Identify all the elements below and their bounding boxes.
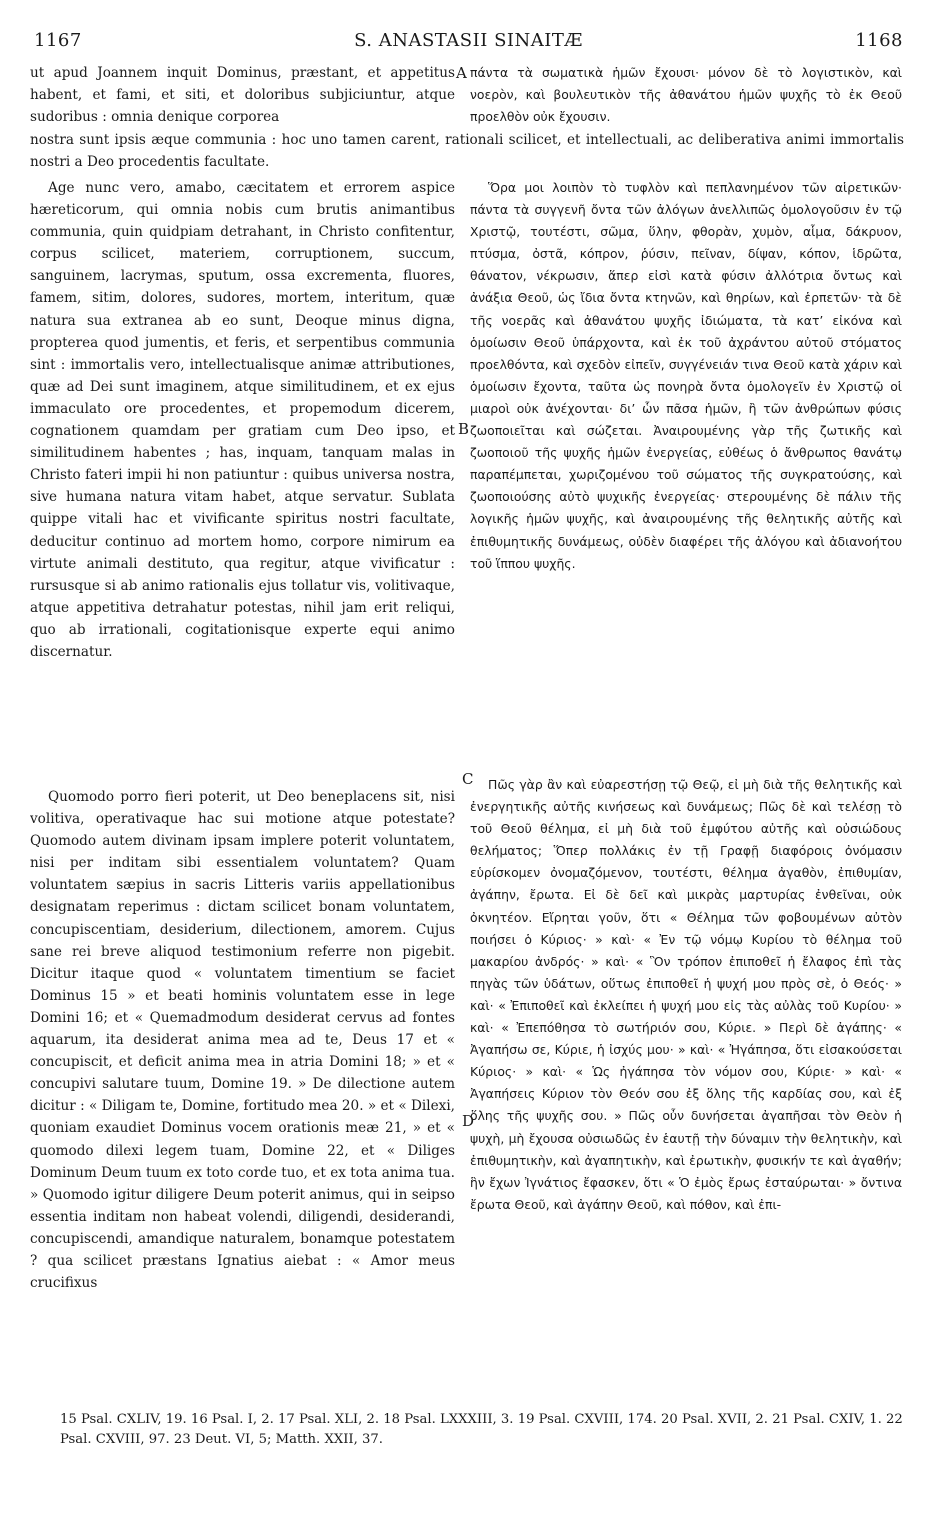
margin-marker-b: B [458,420,470,438]
margin-marker-a: A [456,64,467,82]
footnotes [60,1410,904,1450]
latin-paragraph-1: Age nunc vero, amabo, cæcitatem et errorem aspice hæreticorum, qui omnia nobis cum brutis animantibus communia, quin quidpiam detrahant, in Christo confitentur, corpus scilicet, materiem, corruptionem, succum, sanguinem, lacrymas, sputum, ossa excrementa, fluores, famem, sitim, dolores, sudores, mortem, interitum, quæ natura sua extranea ab eo sunt, Deoque minus digna, propterea quod jumentis, et feris, et serpentibus communia sint : immortalis vero, intellectualisque animæ attributiones, quæ ad Dei sunt imaginem, atque similitudinem, et ex ejus immaculato ore procedentes, et propemodum dicerem, cognationem quamdam per gratiam cum Deo ipso, et similitudinem habentes ; has, inquam, tanquam malas in Christo fateri impii hi non patiuntur : quibus universa nostra, sive humana natura vitam habet, atque servatur. Sublata quippe vitali hac et vivificante spiritus nostri facultate, deducitur continuo ad mortem homo, corpore nimirum ea virtute animali destituto, qua regitur, atque vivificatur : rursusque si ab animo rationalis ejus tollatur vis, volitivaque, atque appetitiva detrahatur potestas, nihil jam erit reliqui, quo ab irrationali, cogitationisque experte equi animo discernatur. [30,180,455,660]
margin-marker-d: D [462,1112,475,1130]
latin-top-text: ut apud Joannem inquit Dominus, præstant, et appetitus habent, et fami, et siti, et doloribus subjiciuntur, atque sudoribus : omnia denique corporea [30,65,455,126]
full-width-text: nostra sunt ipsis æque communia : hoc uno tamen carent, rationali scilicet, et intellectuali, ac deliberativa animi immortalis nostri a Deo procedentis facultate. [30,132,904,170]
latin-paragraph-1-column [30,177,455,781]
page-header [34,30,903,60]
greek-top-column [470,62,902,130]
greek-top-text: πάντα τὰ σωματικὰ ἡμῶν ἔχουσι· μόνον δὲ τὸ λογιστικὸν, καὶ νοερὸν, καὶ βουλευτικὸν τῆς ἀθανάτου ἡμῶν ψυχῆς τὸ ἐκ Θεοῦ προελθὸν οὐκ ἔχουσιν. [470,65,902,125]
page-number-right: 1168 [855,30,903,51]
greek-paragraph-2-column [470,774,902,1398]
full-width-line [30,129,904,173]
latin-top-column [30,62,455,130]
latin-paragraph-2: Quomodo porro fieri poterit, ut Deo beneplacens sit, nisi volitiva, operativaque hac sui motione atque potestate? Quomodo autem divinam ipsam implere poterit voluntatem, nisi per inditam sibi essentialem voluntatem? Quam voluntatem sæpius in sacris Litteris variis appellationibus designatam reperimus : dictam scilicet bonam voluntatem, concupiscentiam, desiderium, dilectionem, amorem. Cujus sane rei breve aliquod testimonium referre non pigebit. Dicitur itaque quod « voluntatem timentium se faciet Dominus 15 » et beati hominis voluntatem esse in lege Domini 16; et « Quemadmodum desiderat cervus ad fontes aquarum, ita desiderat anima mea ad te, Deus 17 et « concupiscit, et deficit anima mea in atria Domini 18; » et « concupivi salutare tuum, Domine 19. » De dilectione autem dicitur : « Diligam te, Domine, fortitudo mea 20. » et « Dilexi, quoniam exaudiet Dominus vocem orationis meæ 21, » et « quomodo dilexi legem tuam, Domine 22, et « Diliges Dominum Deum tuum ex toto corde tuo, et ex tota anima tua. » Quomodo igitur diligere Deum poterit animus, qui in seipso essentia inditam non habeat volendi, diligendi, desiderandi, concupiscendi, amandique naturalem, bonamque potestatem ? qua scilicet præstans Ignatius aiebat : « Amor meus crucifixus [30,789,455,1292]
greek-paragraph-1: Ὅρα μοι λοιπὸν τὸ τυφλὸν καὶ πεπλανημένον τῶν αἱρετικῶν· πάντα τὰ συγγενῆ ὄντα τῶν ἀλόγων ἀνελλιπῶς ὁμολογοῦσιν ἐν τῷ Χριστῷ, τουτέστι, σῶμα, ὕλην, φθορὰν, χυμὸν, αἷμα, δάκρυον, πτύσμα, ὀστᾶ, κόπρον, ῥύσιν, πεῖναν, δίψαν, κόπον, ἱδρῶτα, θάνατον, νέκρωσιν, ἅπερ εἰσὶ κατὰ φύσιν ἀλλότρια ὄντως καὶ ἀνάξια Θεοῦ, ὡς ἴδια ὄντα κτηνῶν, καὶ θηρίων, καὶ ἑρπετῶν· τὰ δὲ τῆς νοερᾶς καὶ ἀθανάτου ψυχῆς ἰδιώματα, τὰ κατ’ εἰκόνα καὶ ὁμοίωσιν Θεοῦ ὑπάρχοντα, καὶ ἐκ τοῦ ἀχράντου αὐτοῦ στόματος προελθόντα, καὶ σχεδὸν εἰπεῖν, συγγένειάν τινα Θεοῦ κατὰ χάριν καὶ ὁμοίωσιν ἔχοντα, ταῦτα ὡς πονηρὰ ὄντα ὁμολογεῖν ἐν Χριστῷ οἱ μιαροὶ οὐκ ἀνέχονται· δι’ ὧν πᾶσα ἡμῶν, ἢ τῶν ἀνθρώπων φύσις ζωοποιεῖται καὶ σώζεται. Ἀναιρουμένης γὰρ τῆς ζωτικῆς καὶ ζωοποιοῦ τῆς ψυχῆς ἡμῶν ἐνεργείας, εὐθέως ὁ ἄνθρωπος θανάτῳ παραπέμπεται, χωριζομένου τοῦ σώματος τῆς συγκρατούσης, καὶ ζωοποιούσης αὐτὸ ψυχικῆς ἐνεργείας· στερουμένης δὲ πάλιν τῆς λογικῆς ἡμῶν ψυχῆς, καὶ ἀναιρουμένης τῆς θελητικῆς αὐτῆς καὶ ἐπιθυμητικῆς δυνάμεως, οὐδὲν διαφέρει τῆς ἀλόγου καὶ ἀδιανοήτου τοῦ ἵππου ψυχῆς. [470,180,902,571]
latin-paragraph-2-column [30,786,455,1398]
greek-paragraph-1-column [470,177,902,733]
running-title: S. ANASTASII SINAITÆ [354,30,583,51]
page-number-left: 1167 [34,30,82,51]
footnotes-text: 15 Psal. CXLIV, 19. 16 Psal. I, 2. 17 Psal. XLI, 2. 18 Psal. LXXXIII, 3. 19 Psal. CXVIII, 174. 20 Psal. XVII, 2. 21 Psal. CXIV, 1. 22 Psal. CXVIII, 97. 23 Deut. VI, 5; Matth. XXII, 37. [60,1412,903,1447]
margin-marker-c: C [462,770,474,788]
greek-paragraph-2: Πῶς γὰρ ἂν καὶ εὐαρεστήσῃ τῷ Θεῷ, εἰ μὴ διὰ τῆς θελητικῆς καὶ ἐνεργητικῆς αὐτῆς κινήσεως καὶ δυνάμεως; Πῶς δὲ καὶ τελέσῃ τὸ τοῦ Θεοῦ θέλημα, εἰ μὴ διὰ τοῦ ἐμφύτου αὐτῆς καὶ οὐσιώδους θελήματος; Ὅπερ πολλάκις ἐν τῇ Γραφῇ διαφόροις ὀνόμασιν εὑρίσκομεν ὀνομαζόμενον, τουτέστι, θέλημα ἀγαθὸν, ἐπιθυμίαν, ἀγάπην, ἔρωτα. Εἰ δὲ δεῖ καὶ μικρὰς μαρτυρίας ἐνθεῖναι, οὐκ ὀκνητέον. Εἴρηται γοῦν, ὅτι « Θέλημα τῶν φοβουμένων αὐτὸν ποιήσει ὁ Κύριος· » καὶ· « Ἐν τῷ νόμῳ Κυρίου τὸ θέλημα τοῦ μακαρίου ἀνδρός· » καὶ· « Ὃν τρόπον ἐπιποθεῖ ἡ ἔλαφος ἐπὶ τὰς πηγὰς τῶν ὑδάτων, οὕτως ἐπιποθεῖ ἡ ψυχή μου πρὸς σὲ, ὁ Θεός· » καὶ· « Ἐπιποθεῖ καὶ ἐκλείπει ἡ ψυχή μου εἰς τὰς αὐλὰς τοῦ Κυρίου· » καὶ· « Ἐπεπόθησα τὸ σωτήριόν σου, Κύριε. » Περὶ δὲ ἀγάπης· « Ἀγαπήσω σε, Κύριε, ἡ ἰσχύς μου· » καὶ· « Ἠγάπησα, ὅτι εἰσακούσεται Κύριος· » καὶ· « Ὡς ἠγάπησα τὸν νόμον σου, Κύριε· » καὶ· « Ἀγαπήσεις Κύριον τὸν Θεόν σου ἐξ ὅλης τῆς καρδίας σου, καὶ ἐξ ὅλης τῆς ψυχῆς σου. » Πῶς οὖν δυνήσεται ἀγαπῆσαι τὸν Θεὸν ἡ ψυχὴ, μὴ ἔχουσα οὐσιωδῶς ἐν ἑαυτῇ τὴν δύναμιν τὴν θελητικὴν, καὶ ἐπιθυμητικὴν, καὶ ἀγαπητικὴν, καὶ ἐρωτικὴν, φυσικήν τε καὶ ἀγαθήν; ἣν ἔχων Ἰγνάτιος ἔφασκεν, ὅτι « Ὁ ἐμὸς ἔρως ἐσταύρωται· » ὄντινα ἔρωτα Θεοῦ, καὶ ἀγάπην Θεοῦ, καὶ πόθον, καὶ ἐπι- [470,777,902,1212]
